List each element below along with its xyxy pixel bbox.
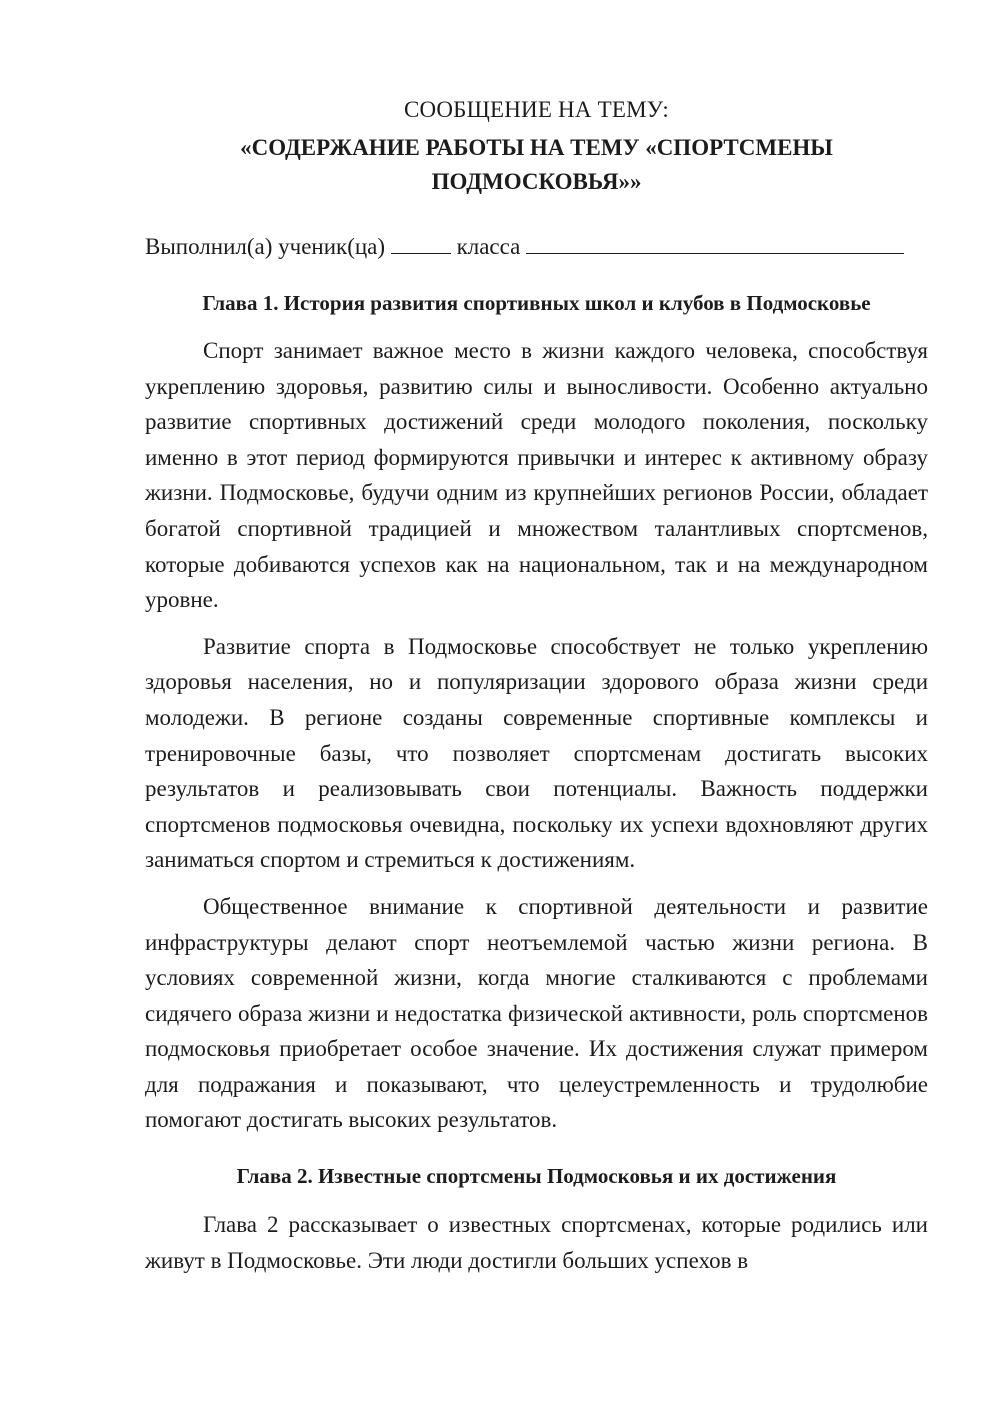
- author-student-label: Выполнил(а) ученик(ца): [145, 234, 386, 259]
- class-blank-field: [391, 237, 451, 254]
- document-title: «СОДЕРЖАНИЕ РАБОТЫ НА ТЕМУ «СПОРТСМЕНЫ ПОДМОСКОВЬЯ»»: [240, 135, 833, 194]
- chapter-1-title: Глава 1. История развития спортивных школ и клубов в Подмосковье: [202, 291, 871, 315]
- name-blank-field: [526, 237, 904, 254]
- chapter-1-paragraph-2: Развитие спорта в Подмосковье способствует не только укреплению здоровья населения, но и популяризации здорового образа жизни среди молодежи. В регионе созданы современные спортивные комплексы и тренировочные базы, что позволяет спортсменам достигать высоких результатов и реализовывать свои потенциалы. Важность поддержки спортсменов подмосковья очевидна, поскольку их успехи вдохновляют других заниматься спортом и стремиться к достижениям.: [145, 633, 928, 873]
- chapter-2-title: Глава 2. Известные спортсмены Подмосковья и их достижения: [236, 1164, 837, 1189]
- author-class-label: класса: [456, 234, 521, 259]
- document-page: [145, 92, 928, 1289]
- author-line: [145, 231, 928, 263]
- chapter-1-paragraph-3: Общественное внимание к спортивной деятельности и развитие инфраструктуры делают спорт неотъемлемой частью жизни региона. В условиях современной жизни, когда многие сталкиваются с проблемами сидячего образа жизни и недостатка физической активности, роль спортсменов подмосковья приобретает особое значение. Их достижения служат примером для подражания и показывают, что целеустремленность и трудолюбие помогают достигать высоких результатов.: [145, 893, 928, 1133]
- chapter-2-paragraph-1: Глава 2 рассказывает о известных спортсменах, которые родились или живут в Подмосковье. Эти люди достигли больших успехов в: [145, 1212, 928, 1273]
- chapter-1-paragraph-1: Спорт занимает важное место в жизни каждого человека, способствуя укреплению здоровья, развитию силы и выносливости. Особенно актуально развитие спортивных достижений среди молодого поколения, поскольку именно в этот период формируются привычки и интерес к активному образу жизни. Подмосковье, будучи одним из крупнейших регионов России, обладает богатой спортивной традицией и множеством талантливых спортсменов, которые добиваются успехов как на национальном, так и на международном уровне.: [145, 338, 928, 613]
- document-header: СООБЩЕНИЕ НА ТЕМУ:: [404, 97, 669, 122]
